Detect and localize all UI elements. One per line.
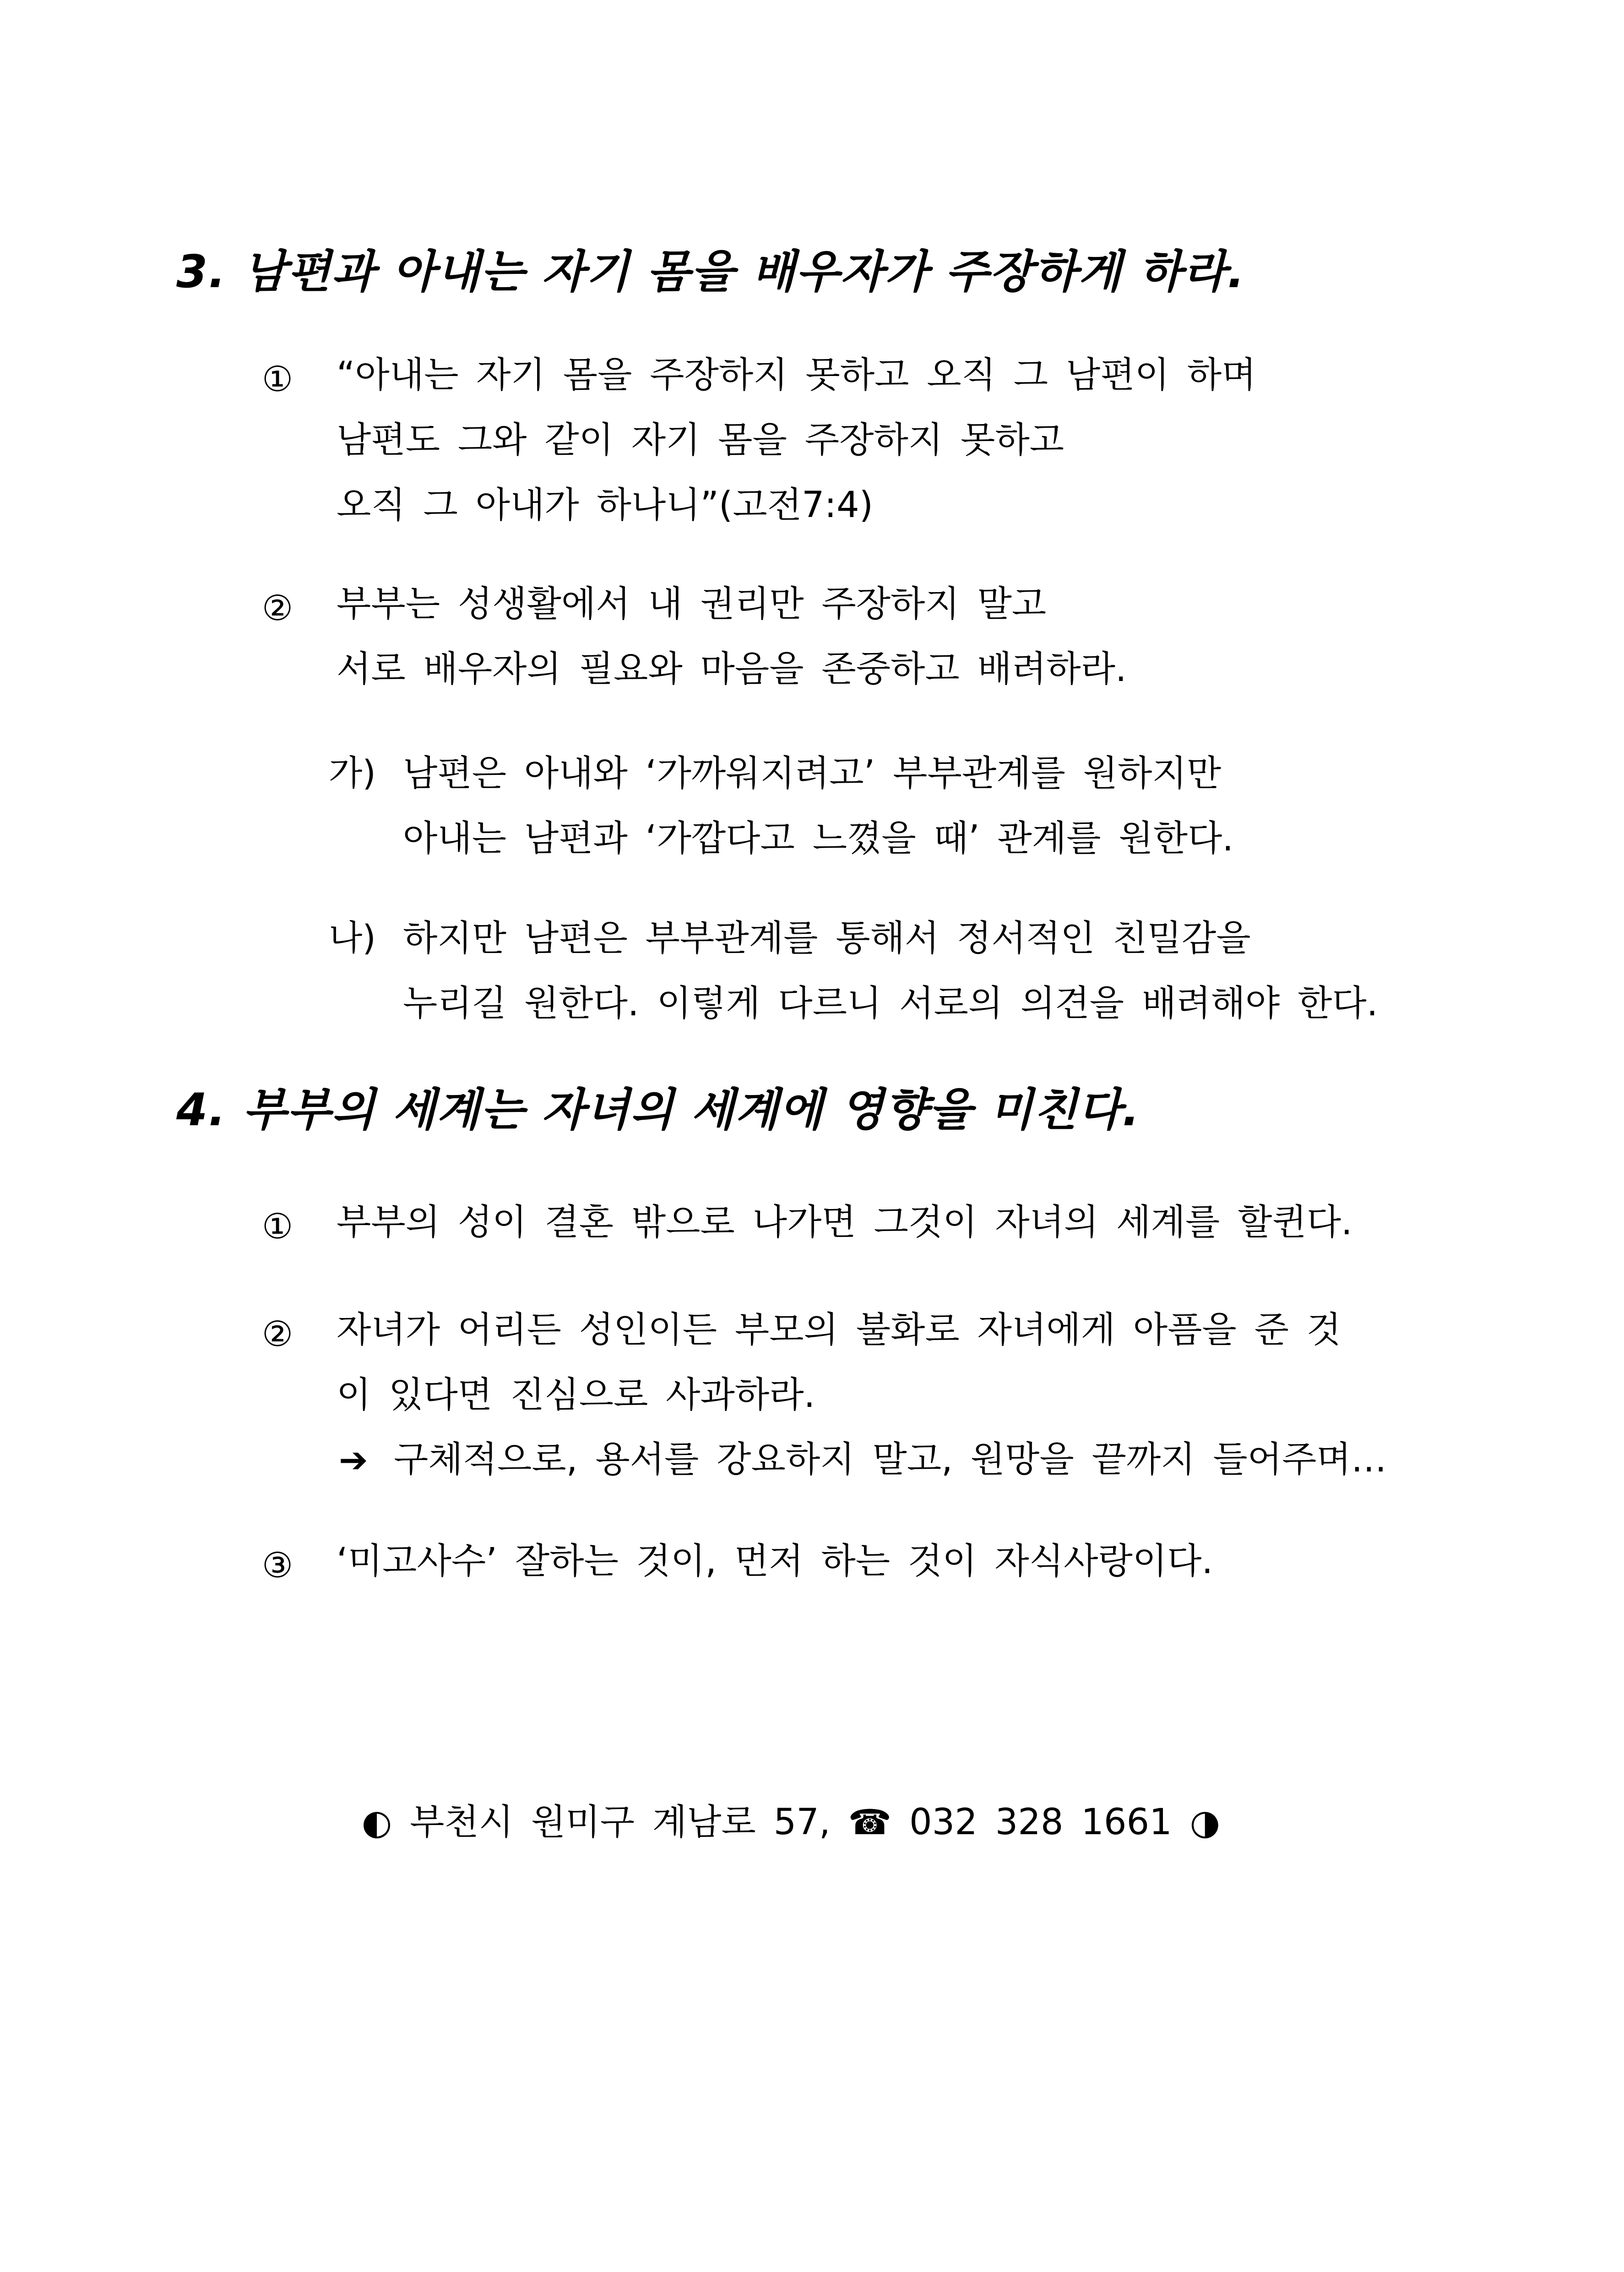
item-marker-1: ①	[262, 359, 293, 399]
right-arrow-icon: ➔	[339, 1439, 368, 1480]
quote-line-2: 남편도 그와 같이 자기 몸을 주장하지 못하고	[337, 420, 1065, 461]
item-marker-4-1: ①	[262, 1206, 293, 1247]
sub-b-line-1: 하지만 남편은 부부관계를 통해서 정서적인 친밀감을	[403, 918, 1251, 959]
item-4-1-line: 부부의 성이 결혼 밖으로 나가면 그것이 자녀의 세계를 할퀸다.	[337, 1202, 1352, 1243]
item-2-line-2: 서로 배우자의 필요와 마음을 존중하고 배려하라.	[337, 648, 1127, 690]
half-circle-left-icon: ◐	[362, 1802, 392, 1842]
item-marker-4-3: ③	[262, 1545, 293, 1585]
item-4-2-line-2: 이 있다면 진심으로 사과하라.	[337, 1374, 815, 1416]
sub-marker-ga: 가)	[329, 752, 376, 793]
sub-marker-na: 나)	[329, 917, 376, 958]
item-4-2-arrow-line: 구체적으로, 용서를 강요하지 말고, 원망을 끝까지 들어주며…	[394, 1439, 1387, 1480]
footer-address: 부천시 원미구 계남로 57,	[410, 1802, 831, 1843]
item-2-line-1: 부부는 성생활에서 내 권리만 주장하지 말고	[337, 583, 1047, 625]
sub-a-line-2: 아내는 남편과 ‘가깝다고 느꼈을 때’ 관계를 원한다.	[403, 818, 1234, 859]
sub-b-line-2: 누리길 원한다. 이렇게 다르니 서로의 의견을 배려해야 한다.	[403, 983, 1378, 1024]
quote-line-3: 오직 그 아내가 하나니”(고전7:4)	[337, 485, 874, 526]
quote-line-1: “아내는 자기 몸을 주장하지 못하고 오직 그 남편이 하며	[337, 354, 1256, 396]
section-4-heading: 4. 부부의 세계는 자녀의 세계에 영향을 미친다.	[176, 1084, 1141, 1136]
item-marker-2: ②	[262, 588, 293, 628]
item-4-2-line-1: 자녀가 어리든 성인이든 부모의 불화로 자녀에게 아픔을 준 것	[337, 1309, 1342, 1351]
item-4-3-line: ‘미고사수’ 잘하는 것이, 먼저 하는 것이 자식사랑이다.	[337, 1541, 1213, 1582]
section-3-heading: 3. 남편과 아내는 자기 몸을 배우자가 주장하게 하라.	[176, 246, 1245, 298]
item-marker-4-2: ②	[262, 1313, 293, 1354]
footer-phone: 032 328 1661	[909, 1802, 1172, 1843]
footer-contact	[362, 1802, 1220, 1843]
half-circle-right-icon: ◑	[1189, 1802, 1220, 1842]
phone-icon: ☎	[848, 1802, 892, 1842]
sub-a-line-1: 남편은 아내와 ‘가까워지려고’ 부부관계를 원하지만	[403, 753, 1222, 794]
